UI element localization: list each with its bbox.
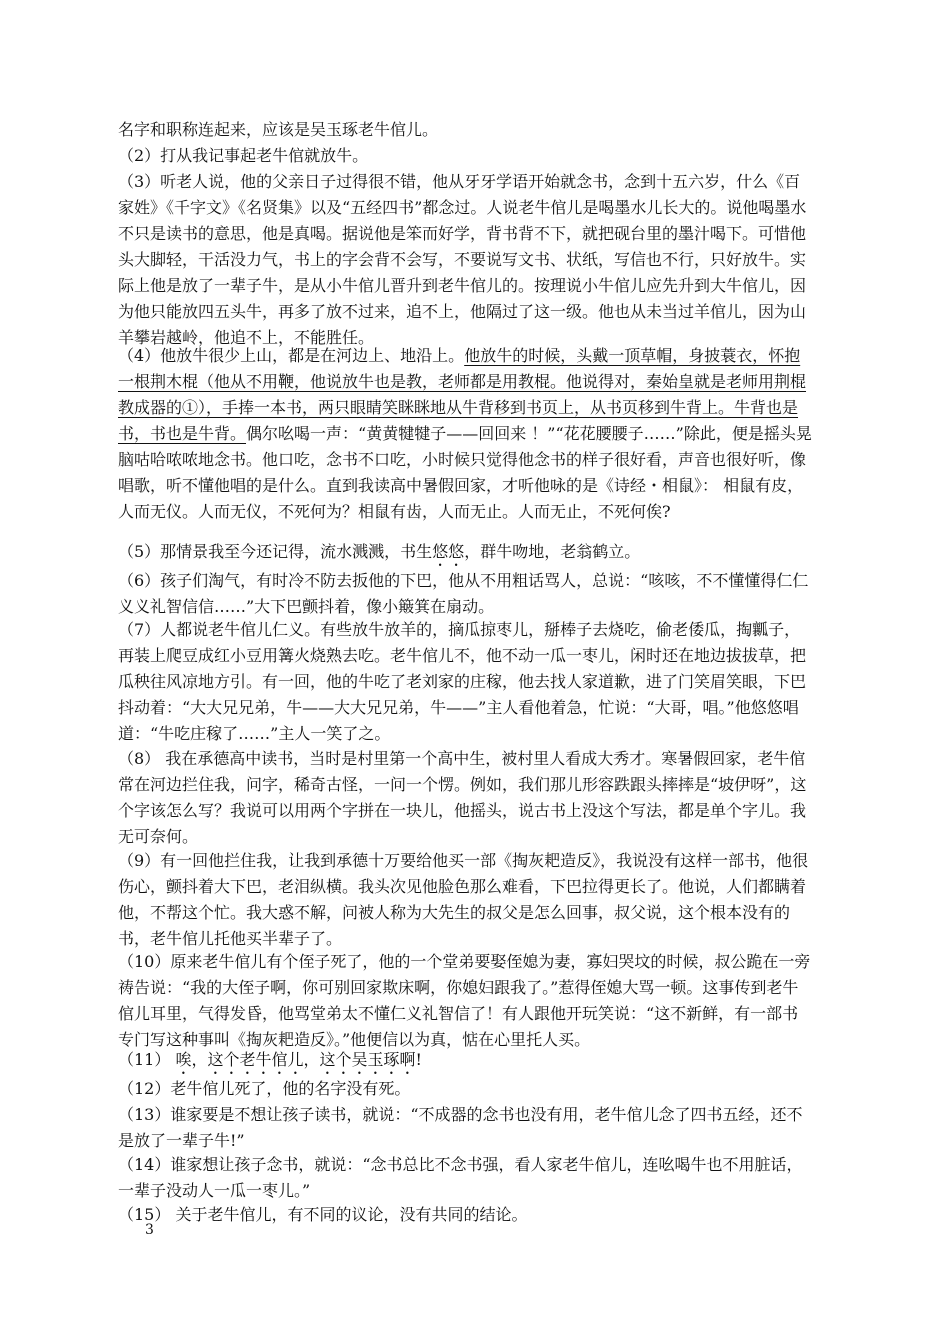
paragraph-8: （8） 我在承德高中读书，当时是村里第一个高中生，被村里人看成大秀才。寒暑假回家，老牛倌常在河边拦住我，问字，稀奇古怪，一问一个愣。例如，我们那儿形容跌跟头摔摔是“坡伊呀”，这个字该怎么写？我说可以用两个字拼在一块儿，他摇头，说古书上没这个写法，都是单个字儿。我无可奈何。 xyxy=(118,749,807,846)
paragraph-11-number: （11） xyxy=(118,1050,176,1069)
paragraph-intro: 名字和职称连起来，应该是吴玉琢老牛倌儿。 xyxy=(118,120,439,139)
paragraph-9: （9）有一回他拦住我，让我到承德十万要给他买一部《掏灰耙造反》，我说没有这样一部书，他很伤心，颤抖着大下巴，老泪纵横。我头次见他脸色那么难看，下巴拉得更长了。他说，人们都瞒着他，不帮这个忙。我大惑不解，问被人称为大先生的叔父是怎么回事，叔父说，这个根本没有的书，老牛倌儿托他买半辈子了。 xyxy=(118,851,809,948)
paragraph-4 xyxy=(118,343,812,525)
paragraph-6: （6）孩子们淘气，有时冷不防去扳他的下巴，他从不用粗话骂人，总说：“咳咳，不不懂懂得仁仁义义礼智信信……”大下巴颤抖着，像小簸箕在扇动。 xyxy=(118,571,809,616)
paragraph-12: （12）老牛倌儿死了，他的名字没有死。 xyxy=(118,1079,411,1098)
emphasized-sentence: 唉，这个老牛倌儿，这个吴玉琢啊! xyxy=(175,1050,422,1069)
paragraph-5-lead: （5）那情景我至今还记得，流水溅溅，书生 xyxy=(118,542,433,561)
paragraph-7: （7）人都说老牛倌儿仁义。有些放牛放羊的，摘瓜掠枣儿，掰棒子去烧吃，偷老倭瓜，掏瓤子，再装上爬豆成红小豆用篝火烧熟去吃。老牛倌儿不，他不动一瓜一枣儿，闲时还在地边拔拔草，把瓜秧往风凉地方引。有一回，他的牛吃了老刘家的庄稼，他去找人家道歉，进了门笑眉笑眼，下巴抖动着：“大大兄兄弟，牛——大大兄兄弟，牛——”主人看他着急，忙说：“大哥，唱。”他悠悠唱道：“牛吃庄稼了……”主人一笑了之。 xyxy=(118,620,807,743)
paragraph-5-tail: ，群牛吻地，老翁鹤立。 xyxy=(464,542,641,561)
paragraph-14: （14）谁家想让孩子念书，就说：“念书总比不念书强，看人家老牛倌儿，连吆喝牛也不用脏话，一辈子没动人一瓜一枣儿。” xyxy=(118,1155,803,1200)
paragraph-10: （10）原来老牛倌儿有个侄子死了，他的一个堂弟要娶侄媳为妻，寡妇哭坟的时候，叔公跪在一旁祷告说：“我的大侄子啊，你可别回家欺床啊，你媳妇跟我了。”惹得侄媳大骂一顿。这事传到老牛倌儿耳里，气得发昏，他骂堂弟太不懂仁义礼智信了！有人跟他开玩笑说：“这不新鲜，有一部书专门写这种事叫《掏灰耙造反》。”他便信以为真，惦在心里托人买。 xyxy=(118,952,811,1049)
underlined-passage: 他放牛的时候，头戴一顶草帽，身披蓑衣，怀抱一根荆木棍（他从不用鞭，他说放牛也是教，老师都是用教棍。他说得对，秦始皇就是老师用荆棍教成器的①），手捧一本书，两只眼睛笑眯眯地从牛背移到书页上，从书页移到牛背上。牛背也是书，书也是牛背。 xyxy=(118,346,807,443)
paragraph-5 xyxy=(118,539,812,570)
paragraph-13: （13）谁家要是不想让孩子读书，就说：“不成器的念书也没有用，老牛倌儿念了四书五经，还不是放了一辈子牛!” xyxy=(118,1105,803,1150)
paragraph-2: （2）打从我记事起老牛倌就放牛。 xyxy=(118,146,369,165)
paragraph-3: （3）听老人说，他的父亲日子过得很不错，他从牙牙学语开始就念书，念到十五六岁，什么《百家姓》《千字文》《名贤集》以及“五经四书”都念过。人说老牛倌儿是喝墨水儿长大的。说他喝墨水不只是读书的意思，他是真喝。据说他是笨而好学，背书背不下，就把砚台里的墨汁喝下。可惜他头大脚轻，干活没力气，书上的字会背不会写，不要说写文书、状纸，写信也不行，只好放牛。实际上他是放了一辈子牛，是从小牛倌儿晋升到老牛倌儿的。按理说小牛倌儿应先升到大牛倌儿，因为他只能放四五头牛，再多了放不过来，追不上，他隔过了这一级。他也从未当过羊倌儿，因为山羊攀岩越岭，他追不上，不能胜任。 xyxy=(118,172,807,347)
paragraph-4-tail: 偶尔吆喝一声：“黄黄犍犍子——回回来 ！”“花花腰腰子……”除此，便是摇头晃脑咕哈哝哝地念书。他口吃，念书不口吃，小时候只觉得他念书的样子很好看，声音也很好听，像唱歌，听不懂他唱的是什么。直到我读高中暑假回家，才听他咏的是《诗经・相鼠》： 相鼠有皮，人而无仪。人而无仪，不死何为？相鼠有齿，人而无止。人而无止，不死何俟? xyxy=(118,424,812,521)
emphasized-word: 悠悠 xyxy=(432,542,465,561)
paragraph-11 xyxy=(118,1047,812,1078)
paragraph-15: （15） 关于老牛倌儿，有不同的议论，没有共同的结论。 xyxy=(118,1205,528,1224)
paragraph-4-lead: （4）他放牛很少上山，都是在河边上、地沿上。 xyxy=(118,346,465,365)
page-number: 3 xyxy=(145,1222,154,1238)
